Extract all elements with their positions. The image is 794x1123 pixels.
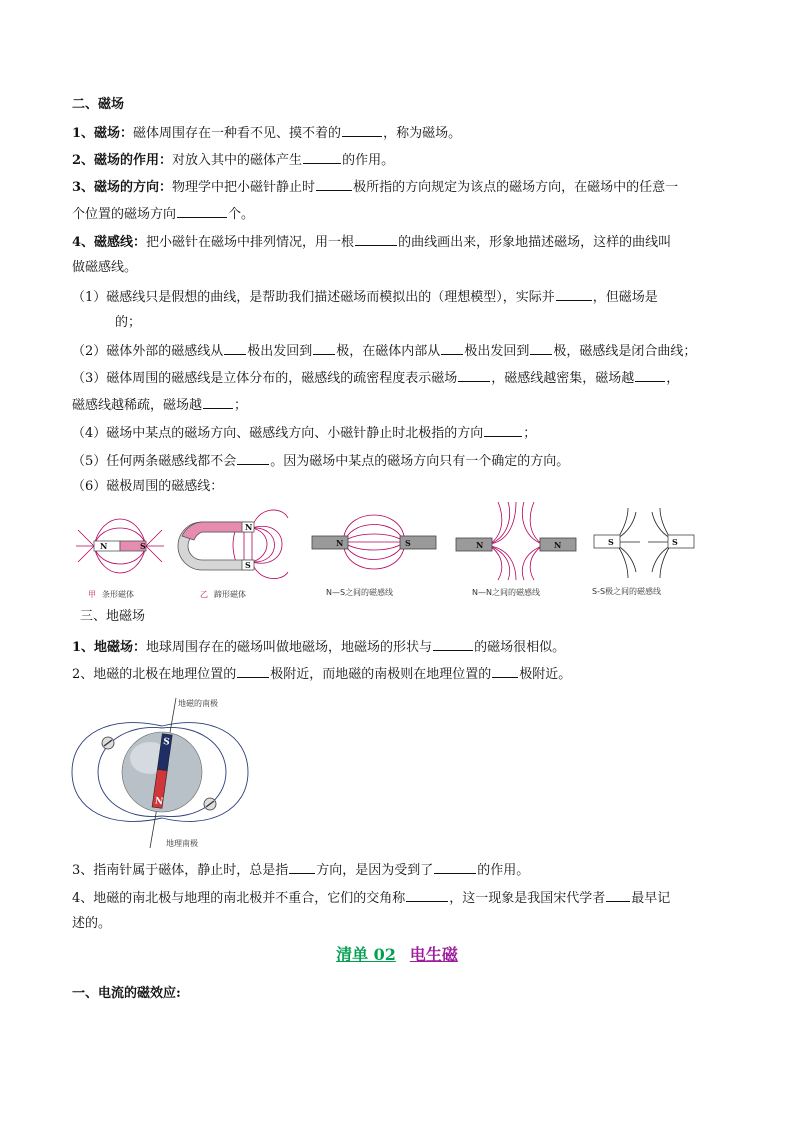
geographic-south-pole-label: 地理南极 (166, 839, 198, 848)
item-3-continued: 个位置的磁场方向 个。 (72, 204, 254, 224)
point-1-continued: 的； (115, 315, 142, 330)
u-magnet-caption-a: 乙 (200, 590, 208, 599)
blank (237, 664, 269, 678)
ns-field-lines-figure (310, 510, 438, 582)
list-number: 清单 02 (336, 945, 396, 964)
item-2-field-effect: 2、磁场的作用：对放入其中的磁体产生 的作用。 (72, 150, 394, 170)
pole-n-label: N (554, 540, 562, 550)
u-magnet-caption-b: 蹄形磁体 (214, 590, 246, 599)
blank (406, 888, 448, 902)
geo-item-4-continued: 述的。 (72, 916, 112, 931)
blank (289, 860, 315, 874)
geomagnetic-south-pole-label: 地磁的南极 (178, 699, 218, 708)
pole-n-label: N (245, 522, 253, 532)
pole-s-label: S (162, 736, 171, 748)
blank (342, 123, 382, 137)
blank (556, 287, 592, 301)
blank (203, 395, 233, 409)
list-02-title (0, 942, 794, 965)
point-3: （3）磁体周围的磁感线是立体分布的，磁感线的疏密程度表示磁场 ，磁感线越密集，磁场越 ， (72, 368, 679, 388)
geo-item-4: 4、地磁的南北极与地理的南北极并不重合，它们的交角称 ，这一现象是我国宋代学者 最早记 (72, 888, 670, 908)
bar-magnet-caption-a: 甲 (88, 590, 96, 599)
pole-n-label: N (100, 541, 108, 551)
ss-field-lines-figure (592, 506, 696, 584)
ns-caption: N—S之间的磁感线 (326, 588, 394, 597)
blank (177, 204, 227, 218)
blank (303, 150, 341, 164)
pole-s-label: S (140, 541, 146, 551)
list-topic: 电生磁 (409, 945, 458, 964)
blank (441, 341, 463, 355)
blank (484, 423, 522, 437)
section-heading-geomagnetic: 三、地磁场 (80, 609, 146, 624)
pole-s-label: S (608, 537, 614, 547)
blank (635, 368, 665, 382)
blank (458, 368, 490, 382)
geo-item-2: 2、地磁的北极在地理位置的 极附近，而地磁的南极则在地理位置的 极附近。 (72, 664, 571, 684)
point-4: （4）磁场中某点的磁场方向、磁感线方向、小磁针静止时北极指的方向 ； (72, 423, 536, 443)
bar-magnet-caption-b: 条形磁体 (102, 590, 134, 599)
point-5: （5）任何两条磁感线都不会 。因为磁场中某点的磁场方向只有一个确定的方向。 (72, 451, 569, 471)
point-2: （2）磁体外部的磁感线从 极出发回到 极，在磁体内部从 极出发回到 极，磁感线是闭合曲线； (72, 341, 696, 361)
ss-caption: S-S极之间的磁感线 (592, 587, 662, 596)
item-1-magnetic-field: 1、磁场：磁体周围存在一种看不见、摸不着的 ，称为磁场。 (72, 123, 461, 143)
point-3-continued: 磁感线越稀疏，磁场越 ； (72, 395, 247, 415)
geo-item-3: 3、指南针属于磁体，静止时，总是指 方向，是因为受到了 的作用。 (72, 860, 529, 880)
blank (224, 341, 246, 355)
blank (433, 637, 473, 651)
section-heading-magnetic-field: 二、磁场 (72, 97, 125, 112)
item-4-continued: 做磁感线。 (72, 260, 138, 275)
blank (237, 451, 269, 465)
blank (316, 177, 352, 191)
nn-caption: N—N之间的磁感线 (472, 588, 540, 597)
point-6: （6）磁极周围的磁感线： (72, 479, 224, 494)
blank (434, 860, 476, 874)
pole-s-label: S (405, 538, 411, 548)
u-magnet-figure (172, 500, 294, 588)
geo-item-1: 1、地磁场：地球周围存在的磁场叫做地磁场，地磁场的形状与 的磁场很相似。 (72, 637, 565, 657)
nn-field-lines-figure (454, 500, 578, 582)
point-1: （1）磁感线只是假想的曲线，是帮助我们描述磁场而模拟出的（理想模型），实际并 ，但磁场是 (72, 287, 658, 307)
bar-magnet-figure (72, 502, 168, 588)
item-4-field-lines: 4、磁感线：把小磁针在磁场中排列情况，用一根 的曲线画出来，形象地描述磁场，这样的曲线叫 (72, 232, 671, 252)
blank (530, 341, 552, 355)
blank (355, 232, 397, 246)
pole-n-label: N (336, 538, 344, 548)
pole-n-label: N (154, 796, 164, 808)
earth-magnetic-field-figure (70, 694, 250, 850)
blank (492, 664, 518, 678)
blank (313, 341, 335, 355)
blank (606, 888, 630, 902)
pole-s-label: S (245, 560, 251, 570)
section-heading-current-magnetic-effect: 一、电流的磁效应: (72, 986, 181, 1001)
item-3-field-direction: 3、磁场的方向：物理学中把小磁针静止时 极所指的方向规定为该点的磁场方向，在磁场中的任意一 (72, 177, 678, 197)
pole-n-label: N (476, 540, 484, 550)
pole-s-label: S (672, 537, 678, 547)
